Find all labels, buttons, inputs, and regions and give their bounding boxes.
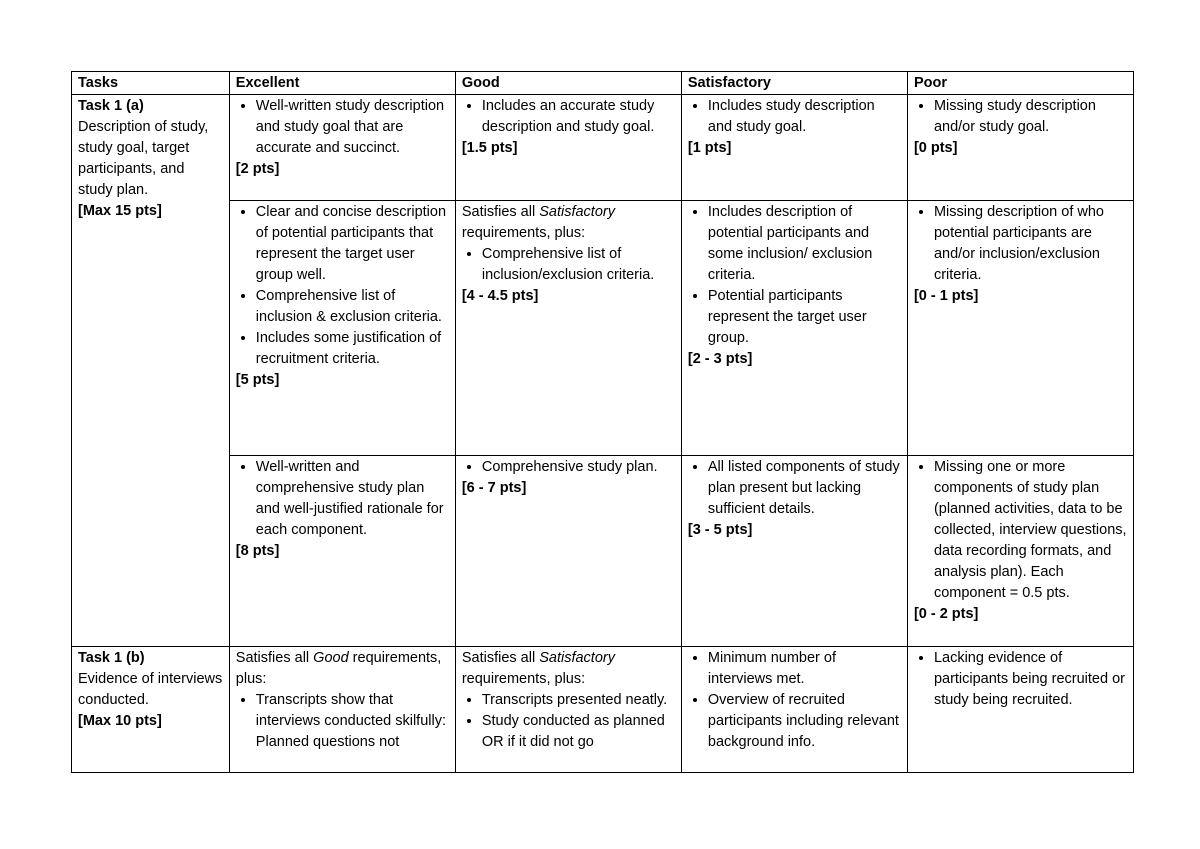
points-label: [0 - 1 pts]	[913, 288, 979, 304]
points-label: [1 pts]	[687, 140, 732, 156]
points-label: [3 - 5 pts]	[687, 522, 753, 538]
requirements-intro: Satisfies all Satisfactory requirements, plus:	[461, 650, 615, 687]
task-title: Task 1 (b)	[78, 650, 145, 666]
criteria-cell-poor	[907, 201, 1133, 456]
criteria-cell-satisfactory	[681, 201, 907, 456]
list-item: • Well-written and comprehensive study plan and well-justified rationale for each component.	[256, 457, 449, 541]
points-label: [0 - 2 pts]	[913, 606, 979, 622]
header-satisfactory: Satisfactory	[681, 72, 907, 95]
points-label: [2 pts]	[235, 161, 280, 177]
list-item: • Includes some justification of recruitment criteria.	[256, 328, 449, 370]
list-item: • Comprehensive list of inclusion & exclusion criteria.	[256, 286, 449, 328]
criteria-cell-good	[455, 647, 681, 773]
criteria-cell-poor	[907, 647, 1133, 773]
table-row	[72, 95, 1134, 201]
task-description: Description of study, study goal, target participants, and study plan.	[78, 119, 209, 198]
header-tasks: Tasks	[72, 72, 230, 95]
criteria-cell-satisfactory	[681, 456, 907, 647]
header-row	[72, 72, 1134, 95]
list-item: • Transcripts presented neatly.	[482, 690, 675, 711]
task-max-points: [Max 10 pts]	[78, 713, 162, 729]
criteria-cell-good	[455, 456, 681, 647]
criteria-cell-good	[455, 201, 681, 456]
header-excellent: Excellent	[229, 72, 455, 95]
requirements-intro: Satisfies all Good requirements, plus:	[235, 650, 442, 687]
list-item: • Includes description of potential participants and some inclusion/ exclusion criteria.	[708, 202, 901, 286]
list-item: • Includes an accurate study description and study goal.	[482, 96, 675, 138]
criteria-cell-good	[455, 95, 681, 201]
task-title: Task 1 (a)	[78, 98, 144, 114]
table-row	[72, 201, 1134, 456]
task-1a-cell	[72, 95, 230, 647]
header-poor: Poor	[907, 72, 1133, 95]
requirements-intro: Satisfies all Satisfactory requirements, plus:	[461, 204, 615, 241]
criteria-cell-satisfactory	[681, 647, 907, 773]
points-label: [5 pts]	[235, 372, 280, 388]
criteria-cell-excellent	[229, 201, 455, 456]
list-item: • Study conducted as planned OR if it did not go	[482, 711, 675, 753]
list-item: • Transcripts show that interviews conducted skilfully: Planned questions not	[256, 690, 449, 753]
list-item: • Missing study description and/or study goal.	[934, 96, 1127, 138]
list-item: • Potential participants represent the target user group.	[708, 286, 901, 349]
header-good: Good	[455, 72, 681, 95]
task-max-points: [Max 15 pts]	[78, 203, 162, 219]
points-label: [4 - 4.5 pts]	[461, 288, 539, 304]
points-label: [0 pts]	[913, 140, 958, 156]
points-label: [2 - 3 pts]	[687, 351, 753, 367]
list-item: • All listed components of study plan present but lacking sufficient details.	[708, 457, 901, 520]
list-item: • Clear and concise description of potential participants that represent the target user group well.	[256, 202, 449, 286]
list-item: • Minimum number of interviews met.	[708, 648, 901, 690]
list-item: • Includes study description and study goal.	[708, 96, 901, 138]
task-description: Evidence of interviews conducted.	[78, 671, 223, 708]
list-item: • Missing description of who potential participants are and/or inclusion/exclusion criteria.	[934, 202, 1127, 286]
points-label: [8 pts]	[235, 543, 280, 559]
list-item: • Comprehensive list of inclusion/exclusion criteria.	[482, 244, 675, 286]
list-item: • Lacking evidence of participants being recruited or study being recruited.	[934, 648, 1127, 711]
table-row	[72, 456, 1134, 647]
task-1b-cell	[72, 647, 230, 773]
list-item: • Comprehensive study plan.	[482, 457, 675, 478]
points-label: [1.5 pts]	[461, 140, 518, 156]
criteria-cell-excellent	[229, 647, 455, 773]
criteria-cell-excellent	[229, 95, 455, 201]
criteria-cell-poor	[907, 456, 1133, 647]
list-item: • Well-written study description and study goal that are accurate and succinct.	[256, 96, 449, 159]
criteria-cell-excellent	[229, 456, 455, 647]
list-item: • Missing one or more components of study plan (planned activities, data to be collected, interview questions, data recording formats, and analysis plan). Each component = 0.5 pts.	[934, 457, 1127, 604]
grading-rubric-table	[71, 71, 1134, 773]
table-row	[72, 647, 1134, 773]
criteria-cell-poor	[907, 95, 1133, 201]
list-item: • Overview of recruited participants including relevant background info.	[708, 690, 901, 753]
criteria-cell-satisfactory	[681, 95, 907, 201]
points-label: [6 - 7 pts]	[461, 480, 527, 496]
